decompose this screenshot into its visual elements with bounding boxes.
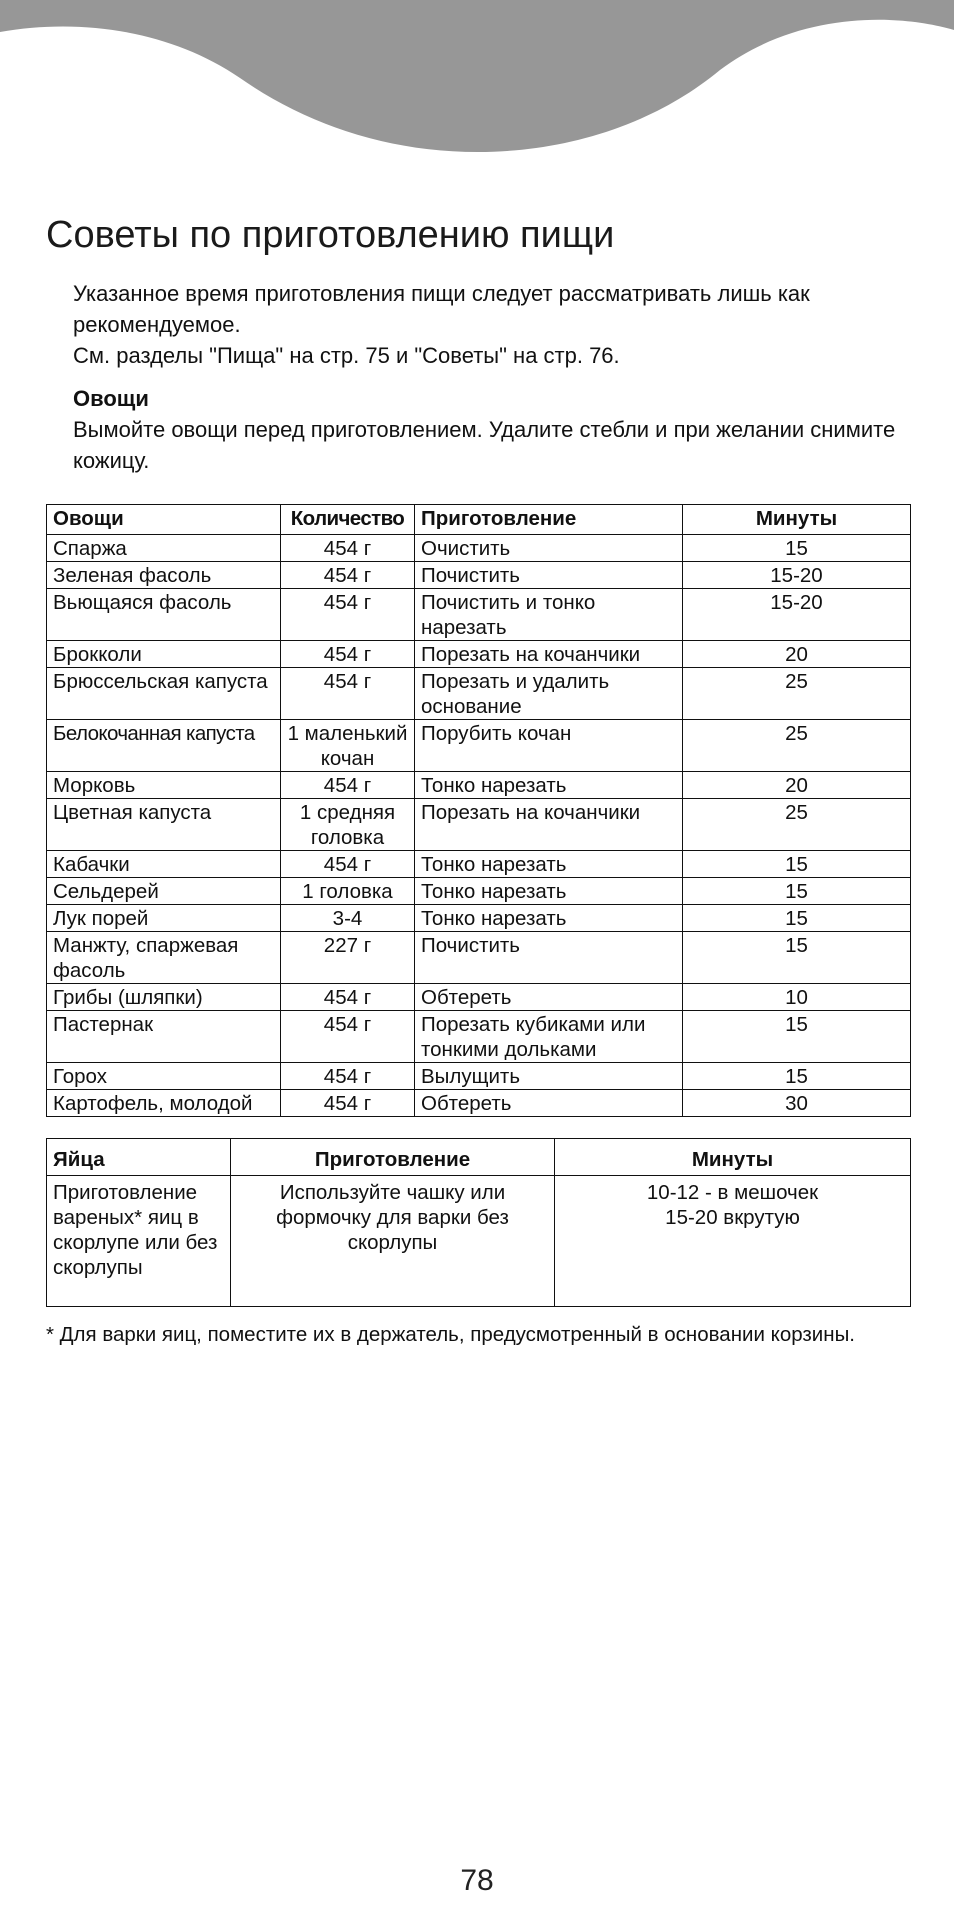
header-eggs: Яйца: [47, 1139, 231, 1176]
cell-vegetable: Кабачки: [47, 851, 281, 878]
eggs-minutes-hard: 15-20 вкрутую: [665, 1206, 800, 1229]
eggs-minutes: [555, 1176, 911, 1307]
table-row: [47, 799, 911, 851]
vegetables-subheading: Овощи: [73, 386, 149, 411]
cell-quantity: 454 г: [281, 1063, 415, 1090]
cell-vegetable: Сельдерей: [47, 878, 281, 905]
cell-preparation: Порезать на кочанчики: [415, 641, 683, 668]
table-header-row: [47, 1139, 911, 1176]
table-row: [47, 668, 911, 720]
eggs-item: [47, 1176, 231, 1307]
cell-quantity: 3-4: [281, 905, 415, 932]
cell-minutes: 15: [683, 851, 911, 878]
table-row: [47, 932, 911, 984]
header-preparation: Приготовление: [415, 505, 683, 535]
eggs-item-text: Приготовление вареных* яиц в скорлупе или без скорлупы: [53, 1181, 218, 1279]
table-row: [47, 878, 911, 905]
cell-quantity: 1 головка: [281, 878, 415, 905]
cell-minutes: 20: [683, 772, 911, 799]
intro-reference: См. разделы "Пища" на стр. 75 и "Советы" на стр. 76.: [73, 343, 620, 368]
cell-vegetable: Белокочанная капуста: [47, 720, 281, 772]
cell-preparation: Порезать на кочанчики: [415, 799, 683, 851]
intro-note: Указанное время приготовления пищи следует рассматривать лишь как рекомендуемое.: [73, 281, 810, 337]
cell-preparation: Тонко нарезать: [415, 851, 683, 878]
cell-vegetable: Манжту, спаржевая фасоль: [47, 932, 281, 984]
table-row: [47, 641, 911, 668]
cell-quantity: 1 маленький кочан: [281, 720, 415, 772]
table-row: [47, 772, 911, 799]
table-row: [47, 535, 911, 562]
cell-quantity: 227 г: [281, 932, 415, 984]
cell-minutes: 20: [683, 641, 911, 668]
cell-minutes: 15: [683, 1063, 911, 1090]
table-row: [47, 1090, 911, 1117]
cell-quantity: 454 г: [281, 984, 415, 1011]
cell-vegetable: Цветная капуста: [47, 799, 281, 851]
cell-vegetable: Морковь: [47, 772, 281, 799]
cell-vegetable: Грибы (шляпки): [47, 984, 281, 1011]
table-row: [47, 589, 911, 641]
cell-minutes: 15: [683, 878, 911, 905]
cell-vegetable: Лук порей: [47, 905, 281, 932]
cell-preparation: Тонко нарезать: [415, 905, 683, 932]
cell-preparation: Порезать кубиками или тонкими дольками: [415, 1011, 683, 1063]
vegetables-instructions: Вымойте овощи перед приготовлением. Удалите стебли и при желании снимите кожицу.: [73, 417, 896, 473]
eggs-preparation-text: Используйте чашку или формочку для варки без скорлупы: [276, 1181, 509, 1254]
cell-minutes: 25: [683, 720, 911, 772]
page-title: Советы по приготовлению пищи: [46, 214, 615, 256]
cell-quantity: 454 г: [281, 772, 415, 799]
cell-preparation: Почистить и тонко нарезать: [415, 589, 683, 641]
cell-preparation: Почистить: [415, 562, 683, 589]
cell-preparation: Обтереть: [415, 984, 683, 1011]
cell-quantity: 454 г: [281, 1011, 415, 1063]
cell-vegetable: Пастернак: [47, 1011, 281, 1063]
cell-preparation: Почистить: [415, 932, 683, 984]
cell-vegetable: Вьющаяся фасоль: [47, 589, 281, 641]
header-vegetable: Овощи: [47, 505, 281, 535]
cell-preparation: Порубить кочан: [415, 720, 683, 772]
table-row: [47, 1063, 911, 1090]
table-row: [47, 905, 911, 932]
header-quantity: Количество: [281, 505, 415, 535]
vegetables-table: [46, 504, 911, 1117]
cell-vegetable: Брюссельская капуста: [47, 668, 281, 720]
table-row: [47, 562, 911, 589]
cell-quantity: 454 г: [281, 1090, 415, 1117]
cell-minutes: 10: [683, 984, 911, 1011]
cell-vegetable: Брокколи: [47, 641, 281, 668]
cell-preparation: Тонко нарезать: [415, 772, 683, 799]
cell-quantity: 454 г: [281, 851, 415, 878]
cell-vegetable: Спаржа: [47, 535, 281, 562]
cell-vegetable: Картофель, молодой: [47, 1090, 281, 1117]
eggs-table: [46, 1138, 911, 1307]
cell-minutes: 15: [683, 932, 911, 984]
table-header-row: [47, 505, 911, 535]
header-preparation: Приготовление: [231, 1139, 555, 1176]
cell-preparation: Вылущить: [415, 1063, 683, 1090]
vegetables-table-body: [47, 535, 911, 1117]
header-minutes: Минуты: [683, 505, 911, 535]
table-row: [47, 851, 911, 878]
cell-vegetable: Горох: [47, 1063, 281, 1090]
cell-quantity: 454 г: [281, 668, 415, 720]
cell-minutes: 15: [683, 1011, 911, 1063]
cell-preparation: Порезать и удалить основание: [415, 668, 683, 720]
page-number: 78: [460, 1864, 494, 1897]
header-wave-decoration: [0, 0, 954, 160]
cell-minutes: 25: [683, 668, 911, 720]
cell-quantity: 454 г: [281, 641, 415, 668]
cell-minutes: 15: [683, 905, 911, 932]
table-row: [47, 1011, 911, 1063]
cell-minutes: 25: [683, 799, 911, 851]
eggs-preparation: [231, 1176, 555, 1307]
cell-quantity: 454 г: [281, 589, 415, 641]
cell-vegetable: Зеленая фасоль: [47, 562, 281, 589]
eggs-minutes-soft: 10-12 - в мешочек: [646, 1181, 819, 1204]
header-minutes: Минуты: [555, 1139, 911, 1176]
cell-minutes: 30: [683, 1090, 911, 1117]
cell-quantity: 454 г: [281, 535, 415, 562]
cell-minutes: 15-20: [683, 562, 911, 589]
intro-section: [73, 278, 913, 476]
table-row: [47, 720, 911, 772]
cell-quantity: 454 г: [281, 562, 415, 589]
table-row: [47, 1176, 911, 1307]
footnote: * Для варки яиц, поместите их в держатель, предусмотренный в основании корзины.: [46, 1323, 855, 1346]
cell-preparation: Тонко нарезать: [415, 878, 683, 905]
cell-preparation: Очистить: [415, 535, 683, 562]
cell-quantity: 1 средняя головка: [281, 799, 415, 851]
cell-preparation: Обтереть: [415, 1090, 683, 1117]
table-row: [47, 984, 911, 1011]
cell-minutes: 15-20: [683, 589, 911, 641]
cell-minutes: 15: [683, 535, 911, 562]
